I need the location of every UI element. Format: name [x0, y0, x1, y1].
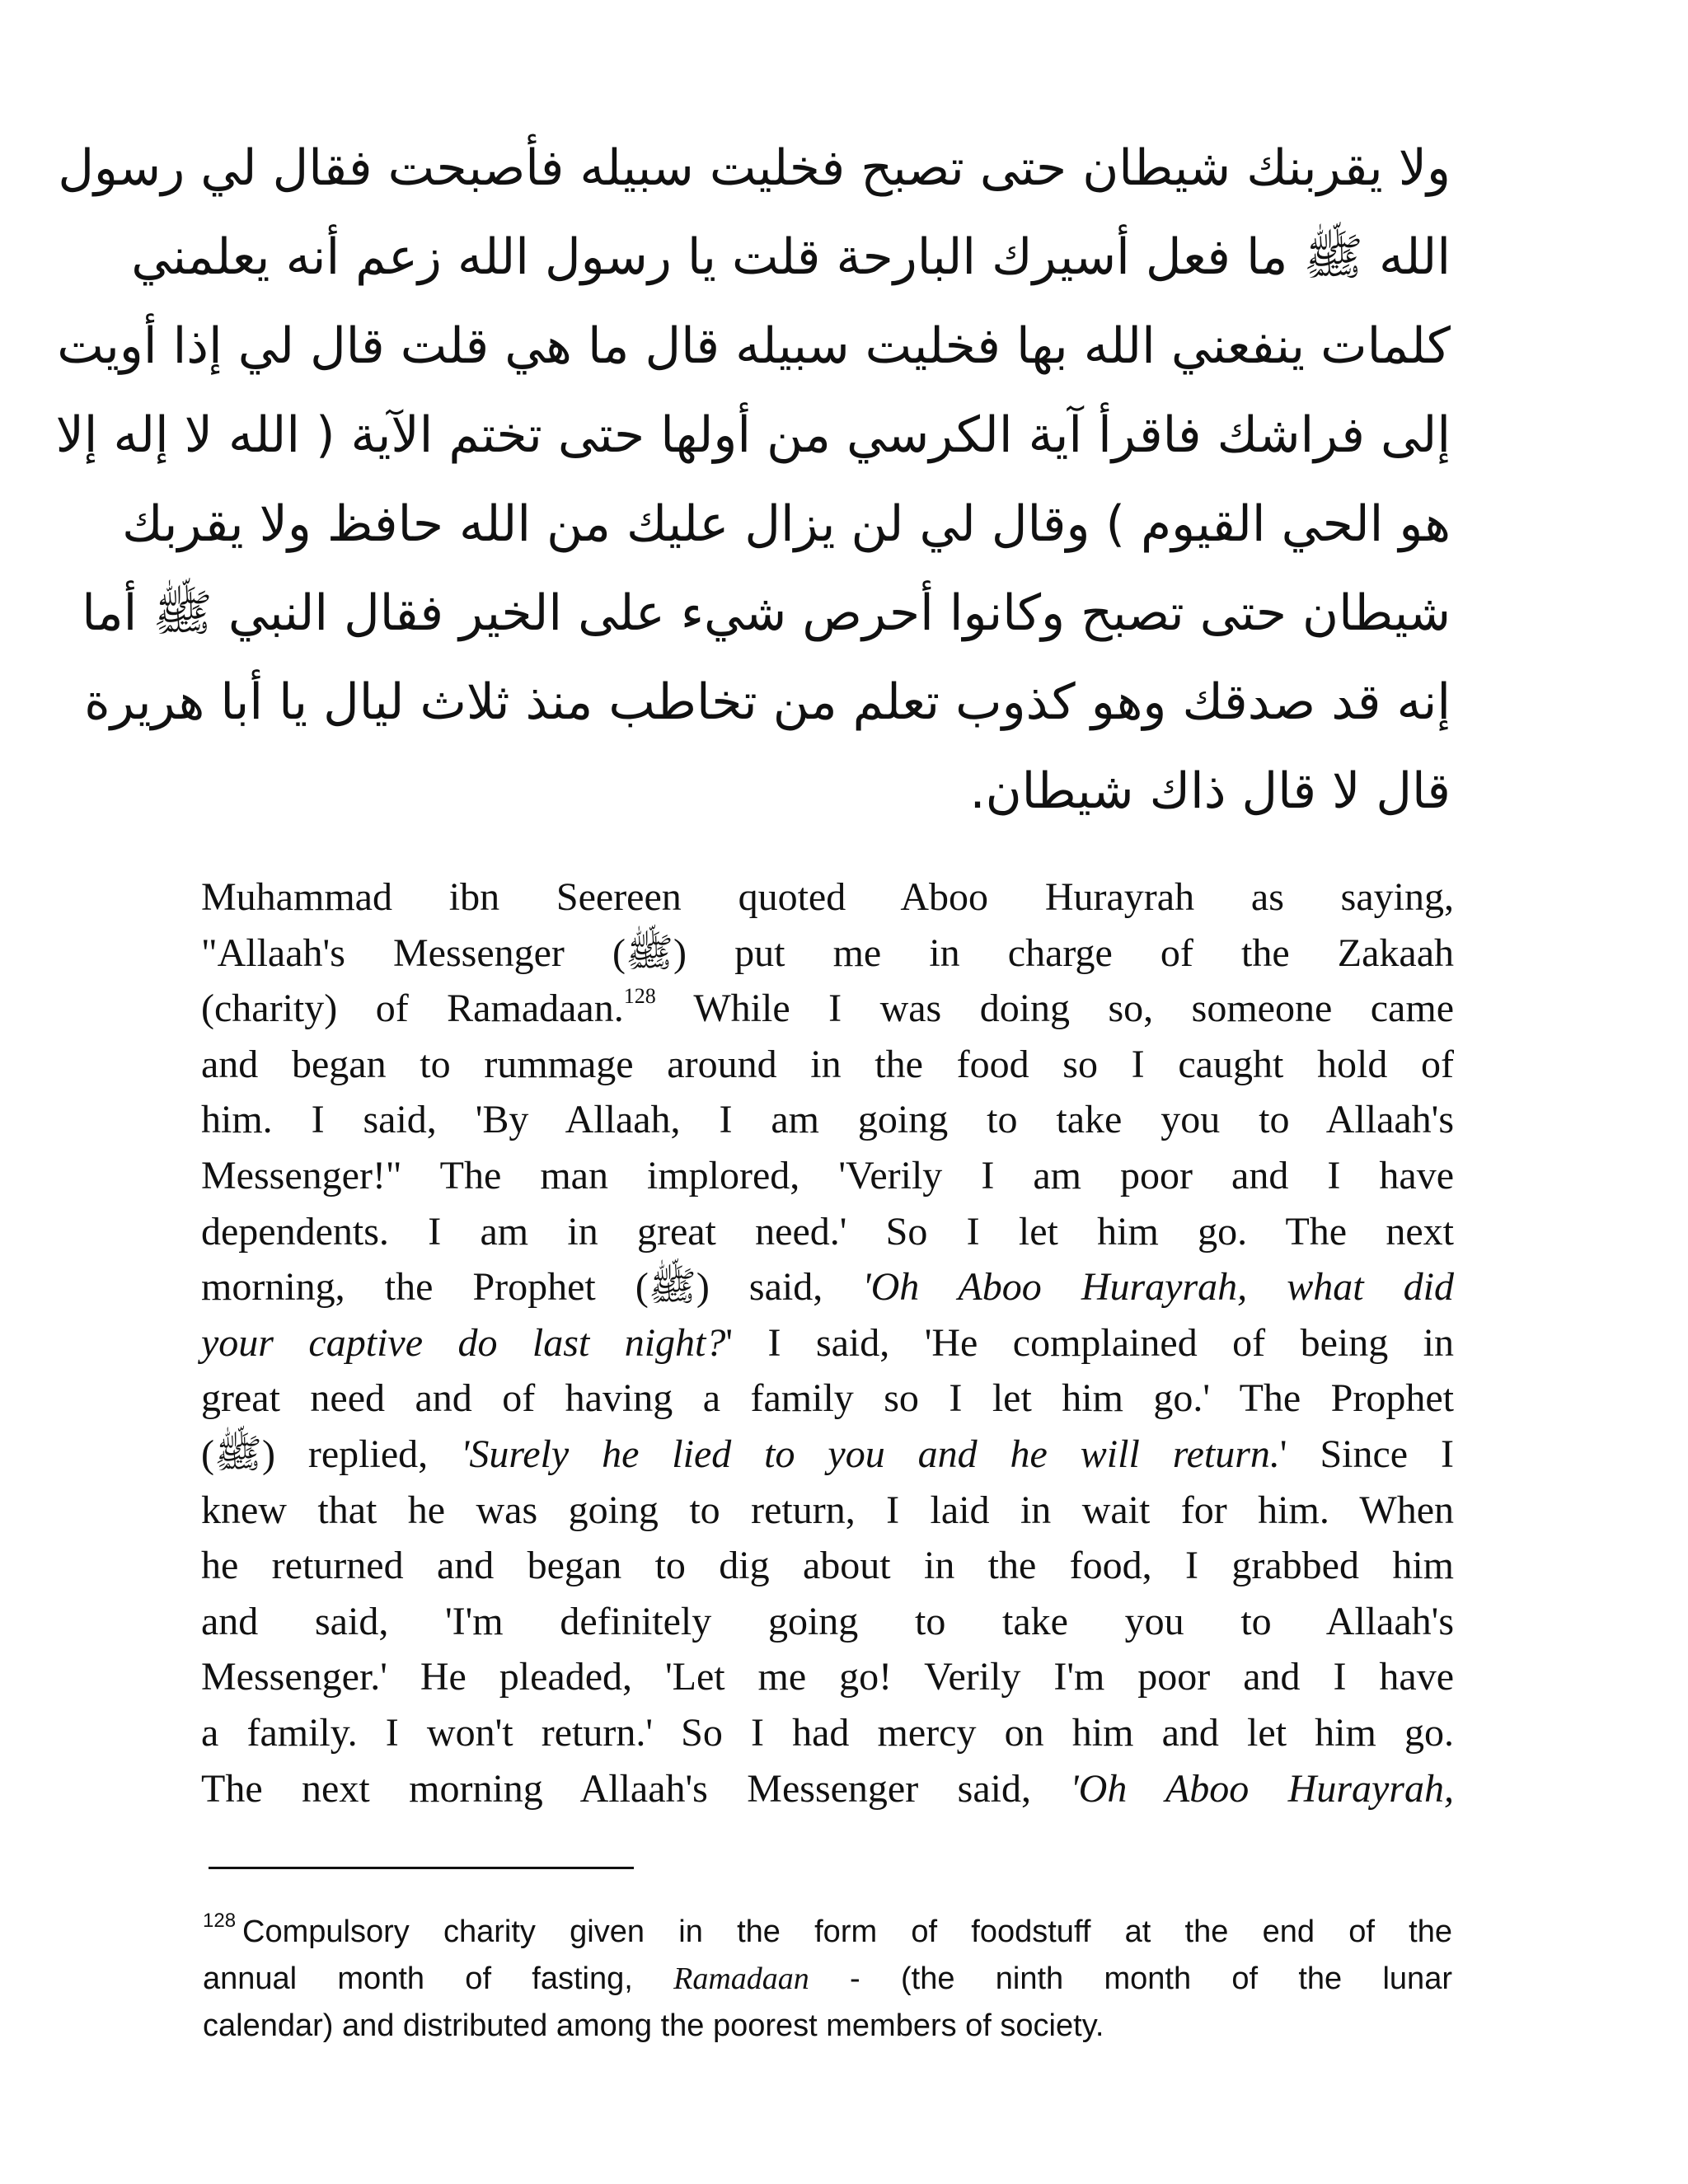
- text-run: - (the ninth month of the lunar: [809, 1961, 1452, 1996]
- text-run: (ﷺ) replied,: [201, 1432, 462, 1476]
- english-line: [201, 1259, 1454, 1315]
- arabic-line: إلى فراشك فاقرأ آية الكرسي من أولها حتى تختم الآية ( الله لا إله إلا: [55, 406, 1451, 464]
- arabic-line: الله ﷺ ما فعل أسيرك البارحة قلت يا رسول الله زعم أنه يعلمني: [131, 228, 1451, 286]
- arabic-line: شيطان حتى تصبح وكانوا أحرص شيء على الخير فقال النبي ﷺ أما: [82, 584, 1451, 642]
- arabic-line: قال لا قال ذاك شيطان.: [969, 762, 1451, 820]
- text-run: dependents. I am in great need.' So I let him go. The next: [201, 1209, 1454, 1254]
- italic-quote: 'Surely he lied to you and he will return.: [461, 1432, 1280, 1476]
- footnote-marker: 128: [203, 1910, 237, 1932]
- text-run: knew that he was going to return, I laid in wait for him. When: [201, 1488, 1454, 1532]
- arabic-line: إنه قد صدقك وهو كذوب تعلم من تخاطب منذ ثلاث ليال يا أبا هريرة: [84, 673, 1451, 731]
- english-line: [201, 1705, 1454, 1761]
- text-run: and began to rummage around in the food so I caught hold of: [201, 1042, 1454, 1086]
- text-run: annual month of fasting,: [203, 1961, 674, 1996]
- english-line: [201, 1092, 1454, 1148]
- english-line: [201, 1204, 1454, 1260]
- english-line: [201, 926, 1454, 982]
- english-line: [201, 1315, 1454, 1371]
- footnote: [203, 1909, 1452, 2050]
- english-line: [201, 981, 1454, 1037]
- english-line: [201, 1483, 1454, 1539]
- arabic-line: كلمات ينفعني الله بها فخليت سبيله قال ما هي قلت قال لي إذا أويت: [57, 317, 1451, 375]
- text-run: Compulsory charity given in the form of foodstuff at the end of the: [242, 1915, 1452, 1949]
- english-line: [201, 1649, 1454, 1705]
- english-line: [201, 1761, 1454, 1817]
- text-run: ' I said, 'He complained of being in: [725, 1320, 1455, 1365]
- italic-quote: 'Oh Aboo Hurayrah, what did: [862, 1265, 1455, 1310]
- text-run: The next morning Allaah's Messenger said,: [201, 1766, 1071, 1811]
- text-run: (charity) of Ramadaan.: [201, 987, 624, 1031]
- english-line: [201, 1037, 1454, 1093]
- english-line: [201, 1594, 1454, 1650]
- footnote-divider: [209, 1867, 634, 1869]
- english-line: [201, 1371, 1454, 1427]
- arabic-line: هو الحي القيوم ) وقال لي لن يزال عليك من الله حافظ ولا يقربك: [122, 495, 1451, 553]
- text-run: calendar) and distributed among the poorest members of society.: [203, 2008, 1104, 2043]
- arabic-line: ولا يقربنك شيطان حتى تصبح فخليت سبيله فأصبحت فقال لي رسول: [58, 139, 1451, 197]
- text-run: While I was doing so, someone came: [655, 987, 1455, 1031]
- footnote-line: [203, 1909, 1452, 1956]
- english-line: [201, 1148, 1454, 1204]
- text-run: "Allaah's Messenger (ﷺ) put me in charge of the Zakaah: [201, 930, 1455, 975]
- italic-quote: Ramadaan: [673, 1961, 809, 1996]
- english-line: [201, 1538, 1454, 1594]
- footnote-line: [203, 1956, 1452, 2003]
- english-translation-block: [201, 869, 1454, 1816]
- text-run: great need and of having a family so I let him go.' The Prophet: [201, 1376, 1454, 1421]
- text-run: and said, 'I'm definitely going to take you to Allaah's: [201, 1599, 1454, 1643]
- text-run: ' Since I: [1279, 1432, 1454, 1476]
- footnote-line: [203, 2003, 1452, 2050]
- text-run: a family. I won't return.' So I had mercy on him and let him go.: [201, 1710, 1454, 1755]
- text-run: morning, the Prophet (ﷺ) said,: [201, 1265, 863, 1310]
- text-run: Messenger.' He pleaded, 'Let me go! Verily I'm poor and I have: [201, 1655, 1454, 1699]
- footnote-reference: 128: [623, 984, 656, 1009]
- text-run: he returned and began to dig about in the food, I grabbed him: [201, 1544, 1454, 1588]
- arabic-text-block: [55, 124, 1451, 836]
- text-run: Muhammad ibn Seereen quoted Aboo Hurayrah as saying,: [201, 875, 1454, 919]
- italic-quote: 'Oh Aboo Hurayrah,: [1070, 1766, 1454, 1811]
- text-run: Messenger!" The man implored, 'Verily I am poor and I have: [201, 1153, 1454, 1197]
- english-line: [201, 869, 1454, 926]
- text-run: him. I said, 'By Allaah, I am going to take you to Allaah's: [201, 1098, 1454, 1142]
- english-line: [201, 1427, 1454, 1483]
- italic-quote: your captive do last night?: [201, 1320, 726, 1365]
